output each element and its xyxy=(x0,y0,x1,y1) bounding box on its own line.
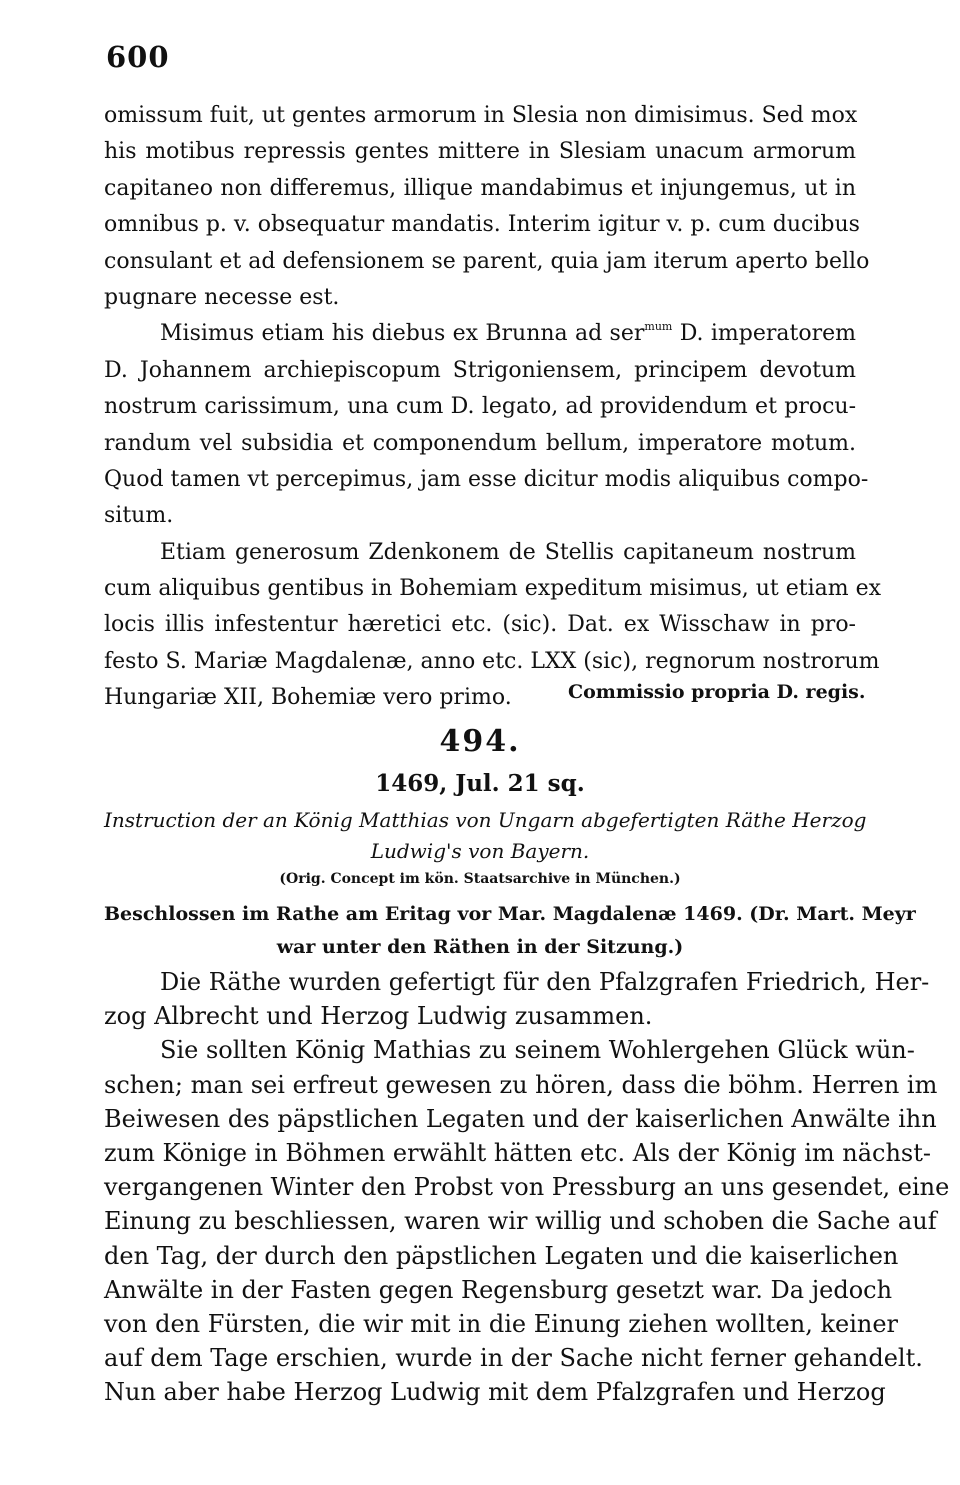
text-line: von den Fürsten, die wir mit in die Einung ziehen wollten, keiner xyxy=(104,1309,899,1338)
letter-text xyxy=(104,98,882,717)
text-line: omnibus p. v. obsequatur mandatis. Interim igitur v. p. cum ducibus xyxy=(104,212,860,238)
text-line: Anwälte in der Fasten gegen Regensburg gesetzt war. Da jedoch xyxy=(104,1275,893,1304)
text-line: auf dem Tage erschien, wurde in der Sache nicht ferner gehandelt. xyxy=(104,1344,923,1373)
text-line: consulant et ad defensionem se parent, quia jam iterum aperto bello xyxy=(104,248,870,274)
title-line: Instruction der an König Matthias von Ungarn abgefertigten Räthe Herzog xyxy=(104,808,867,832)
text-line: capitaneo non differemus, illique mandabimus et injungemus, ut in xyxy=(104,175,856,201)
instruction-text xyxy=(104,965,950,1409)
text-line: Einung zu beschliessen, waren wir willig und schoben die Sache auf xyxy=(104,1207,937,1236)
text-line: Etiam generosum Zdenkonem de Stellis capitaneum nostrum xyxy=(160,539,856,565)
text-line: Hungariæ XII, Bohemiæ vero primo. xyxy=(104,685,512,711)
page-number: 600 xyxy=(106,40,170,74)
text-line: Beiwesen des päpstlichen Legaten und der kaiserlichen Anwälte ihn xyxy=(104,1104,937,1133)
text-line: Quod tamen vt percepimus, jam esse dicitur modis aliquibus compo- xyxy=(104,466,869,492)
text-line: omissum fuit, ut gentes armorum in Slesia non dimisimus. Sed mox xyxy=(104,103,858,128)
resolution-line: war unter den Räthen in der Sitzung.) xyxy=(276,936,684,958)
text-line: pugnare necesse est. xyxy=(104,284,340,310)
text-line: situm. xyxy=(104,503,174,529)
document-source: (Orig. Concept im kön. Staatsarchive in München.) xyxy=(279,871,681,887)
text-fragment: Misimus etiam his diebus ex Brunna ad ser xyxy=(160,321,645,347)
resolution-line: Beschlossen im Rathe am Eritag vor Mar. Magdalenæ 1469. (Dr. Mart. Meyr xyxy=(104,903,916,925)
document-date: 1469, Jul. 21 sq. xyxy=(375,770,585,797)
text-line: schen; man sei erfreut gewesen zu hören, dass die böhm. Herren im xyxy=(104,1070,938,1099)
title-line: Ludwig's von Bayern. xyxy=(370,839,590,863)
text-line: locis illis infestentur hæretici etc. (sic). Dat. ex Wisschaw in pro- xyxy=(104,612,856,638)
text-line: his motibus repressis gentes mittere in Slesiam unacum armorum xyxy=(104,139,856,165)
document-title xyxy=(104,805,867,867)
text-fragment: D. imperatorem xyxy=(679,321,856,347)
signature-line: Commissio propria D. regis. xyxy=(568,681,866,703)
text-line: den Tag, der durch den päpstlichen Legaten und die kaiserlichen xyxy=(104,1241,899,1270)
text-line: Sie sollten König Mathias zu seinem Wohlergehen Glück wün- xyxy=(160,1036,915,1065)
text-line: festo S. Mariæ Magdalenæ, anno etc. LXX (sic), regnorum nostrorum xyxy=(104,648,880,674)
text-line: zog Albrecht und Herzog Ludwig zusammen. xyxy=(104,1002,653,1031)
text-line: Nun aber habe Herzog Ludwig mit dem Pfalzgrafen und Herzog xyxy=(104,1378,886,1407)
text-line: randum vel subsidia et componendum bellum, imperatore motum. xyxy=(104,430,856,456)
text-line: vergangenen Winter den Probst von Pressburg an uns gesendet, eine xyxy=(104,1173,950,1202)
document-number: 494. xyxy=(439,724,521,759)
text-line xyxy=(104,316,856,352)
text-line: zum Könige in Böhmen erwählt hätten etc. Als der König im nächst- xyxy=(104,1138,932,1167)
resolution-note xyxy=(104,898,916,964)
text-line: cum aliquibus gentibus in Bohemiam expeditum misimus, ut etiam ex xyxy=(104,576,882,602)
text-line: nostrum carissimum, una cum D. legato, ad providendum et procu- xyxy=(104,394,856,420)
text-line: Die Räthe wurden gefertigt für den Pfalzgrafen Friedrich, Her- xyxy=(160,968,930,996)
text-line: D. Johannem archiepiscopum Strigoniensem, principem devotum xyxy=(104,357,856,383)
superscript-abbreviation: mum xyxy=(644,320,673,334)
